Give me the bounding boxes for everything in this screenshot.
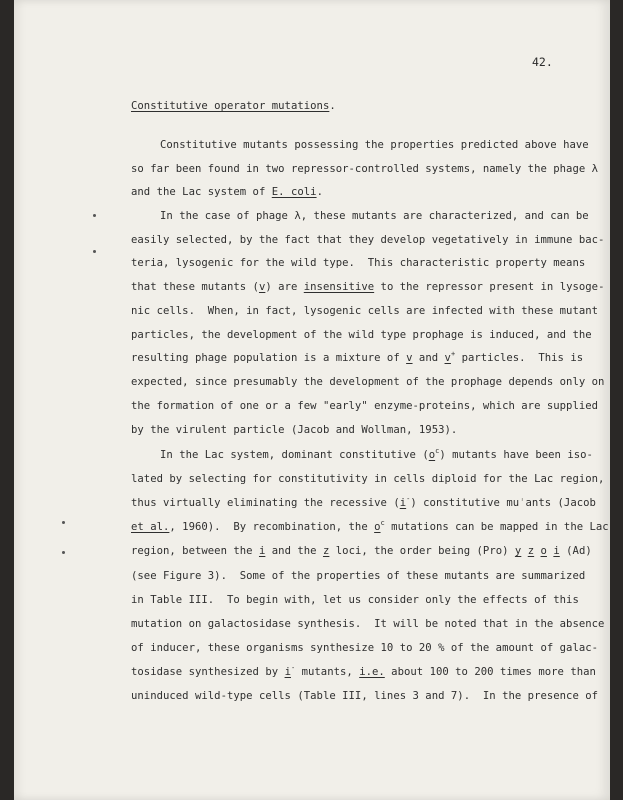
text-line: tosidase synthesized by i- mutants, i.e. about 100 to 200 times more than — [131, 664, 596, 678]
text-line: (see Figure 3). Some of the properties of these mutants are summarized — [131, 570, 586, 582]
section-heading: Constitutive operator mutations. — [131, 100, 336, 112]
page-number: 42. — [532, 55, 553, 69]
text-line: of inducer, these organisms synthesize 10 to 20 % of the amount of galac- — [131, 642, 599, 654]
text-line: resulting phage population is a mixture of v and v+ particles. This is — [131, 350, 584, 364]
text-line: In the case of phage λ, these mutants are characterized, and can be — [160, 210, 589, 222]
text-line: uninduced wild-type cells (Table III, lines 3 and 7). In the presence of — [131, 690, 599, 702]
text-line: in Table III. To begin with, let us consider only the effects of this — [131, 594, 579, 606]
paper-speck — [93, 250, 96, 253]
text-line: easily selected, by the fact that they develop vegetatively in immune bac- — [131, 234, 605, 246]
heading-text: Constitutive operator mutations — [131, 100, 330, 112]
text-line: and the Lac system of E. coli. — [131, 186, 323, 198]
paper-speck — [62, 521, 65, 524]
text-line: particles, the development of the wild type prophage is induced, and the — [131, 329, 592, 341]
text-line: by the virulent particle (Jacob and Wollman, 1953). — [131, 424, 458, 436]
text-line: lated by selecting for constitutivity in cells diploid for the Lac region, — [131, 473, 605, 485]
paper-speck — [62, 551, 65, 554]
text-line: region, between the i and the z loci, the order being (Pro) y z o i (Ad) — [131, 545, 592, 557]
paper-speck — [93, 214, 96, 217]
text-line: the formation of one or a few "early" enzyme-proteins, which are supplied — [131, 400, 599, 412]
text-line: In the Lac system, dominant constitutive $(o^c)$ mutants have been iso- — [160, 447, 593, 461]
text-line: that these mutants (v) are insensitive to the repressor present in lysoge- — [131, 281, 605, 293]
text-line: expected, since presumably the development of the prophage depends only on — [131, 376, 605, 388]
text-line: mutation on galactosidase synthesis. It will be noted that in the absence — [131, 618, 605, 630]
text-line: thus virtually eliminating the recessive (i-) constitutive mu'ants (Jacob — [131, 495, 596, 509]
text-line: et al., 1960). By recombination, the $o^c$ mutations can be mapped in the Lac — [131, 519, 609, 533]
text-line: so far been found in two repressor-controlled systems, namely the phage λ — [131, 163, 599, 175]
text-line: Constitutive mutants possessing the properties predicted above have — [160, 139, 589, 151]
text-line: nic cells. When, in fact, lysogenic cells are infected with these mutant — [131, 305, 599, 317]
text-line: teria, lysogenic for the wild type. This characteristic property means — [131, 257, 586, 269]
